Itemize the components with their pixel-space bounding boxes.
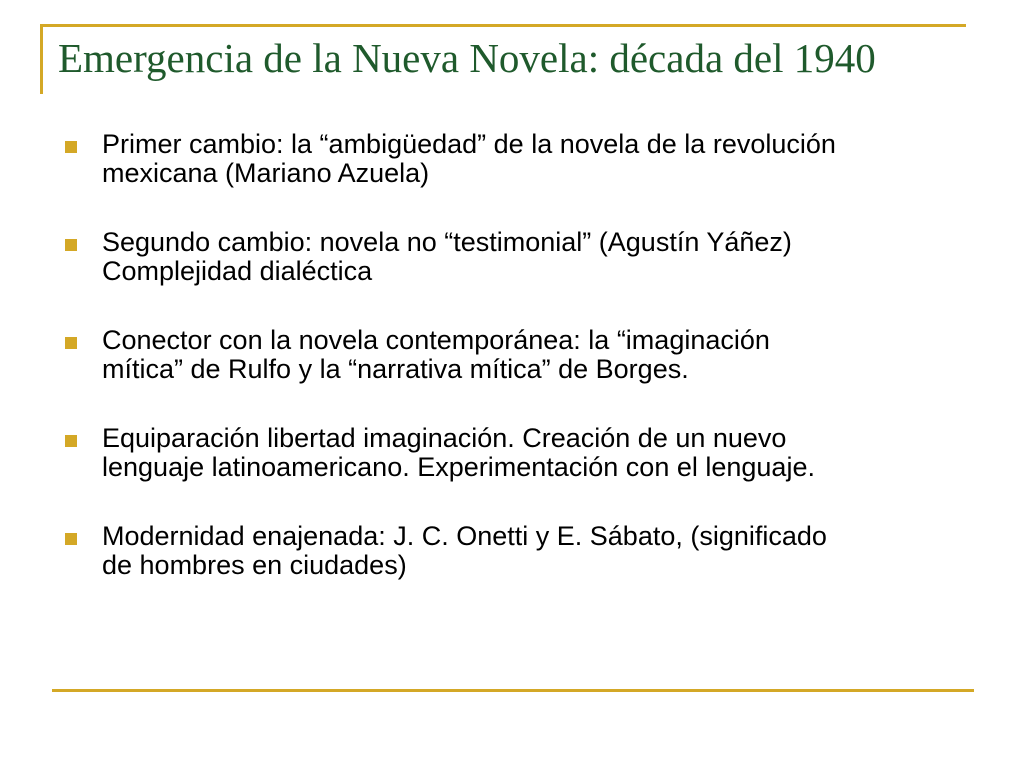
slide-title: Emergencia de la Nueva Novela: década del 1940: [58, 35, 876, 81]
bullet-text-line: Segundo cambio: novela no “testimonial” (Agustín Yáñez): [102, 227, 792, 257]
square-bullet-icon: [65, 141, 77, 153]
bullet-text-line: Conector con la novela contemporánea: la “imaginación: [102, 325, 770, 355]
square-bullet-icon: [65, 239, 77, 251]
bottom-decorative-rule: [52, 689, 974, 692]
bullet-item: [0, 130, 962, 188]
bullet-text-line: lenguaje latinoamericano. Experimentación con el lenguaje.: [102, 452, 815, 482]
bullet-text-line: Complejidad dialéctica: [102, 256, 373, 286]
bullet-item: [0, 424, 962, 482]
bullet-text-line: mítica” de Rulfo y la “narrativa mítica” de Borges.: [102, 354, 689, 384]
bullet-list: [0, 130, 1024, 620]
bullet-item: [0, 228, 962, 286]
square-bullet-icon: [65, 337, 77, 349]
bullet-text-line: mexicana (Mariano Azuela): [102, 158, 430, 188]
left-decorative-rule: [40, 24, 43, 94]
top-decorative-rule: [40, 24, 966, 27]
bullet-text-line: Modernidad enajenada: J. C. Onetti y E. Sábato, (significado: [102, 521, 827, 551]
bullet-item: [0, 522, 962, 580]
bullet-text-line: Primer cambio: la “ambigüedad” de la novela de la revolución: [102, 129, 836, 159]
square-bullet-icon: [65, 435, 77, 447]
bullet-text-line: Equiparación libertad imaginación. Creación de un nuevo: [102, 423, 787, 453]
square-bullet-icon: [65, 533, 77, 545]
bullet-text-line: de hombres en ciudades): [102, 550, 407, 580]
bullet-item: [0, 326, 962, 384]
